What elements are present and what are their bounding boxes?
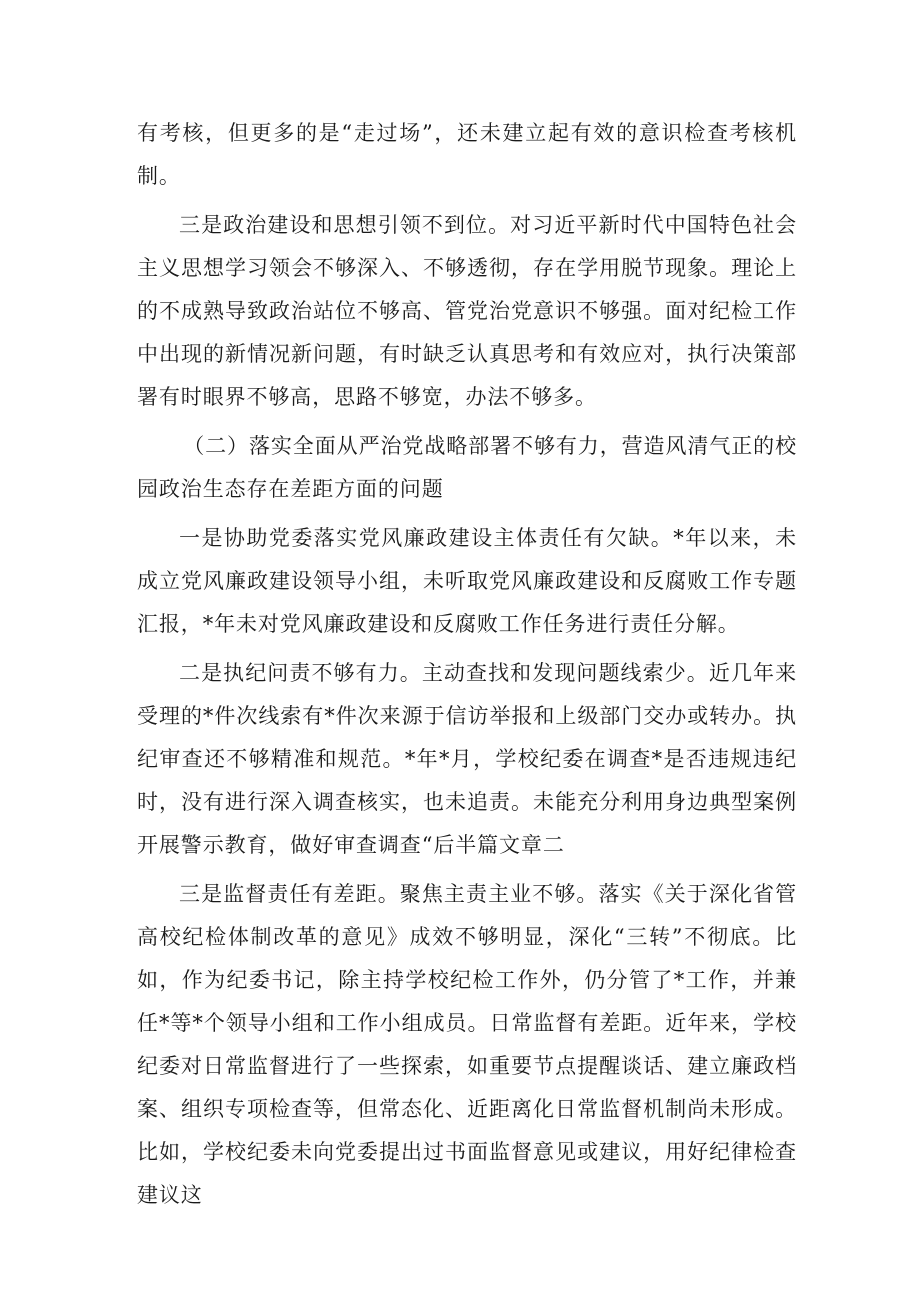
document-body <box>137 112 797 1217</box>
paragraph-supervision-responsibility: 三是监督责任有差距。聚焦主责主业不够。落实《关于深化省管高校纪检体制改革的意见》成效不够明显，深化“三转”不彻底。比如，作为纪委书记，除主持学校纪检工作外，仍分管了*工作，并兼任*等*个领导小组和工作小组成员。日常监督有差距。近年来，学校纪委对日常监督进行了一些探索，如重要节点提醒谈话、建立廉政档案、组织专项检查等，但常态化、近距离化日常监督机制尚未形成。比如，学校纪委未向党委提出过书面监督意见或建议，用好纪律检查建议这 <box>137 882 797 1207</box>
paragraph-party-committee-assist: 一是协助党委落实党风廉政建设主体责任有欠缺。*年以来，未成立党风廉政建设领导小组，未听取党风廉政建设和反腐败工作专题汇报，*年未对党风廉政建设和反腐败工作任务进行责任分解。 <box>137 526 797 636</box>
paragraph-political-construction: 三是政治建设和思想引领不到位。对习近平新时代中国特色社会主义思想学习领会不够深入、不够透彻，存在学用脱节现象。理论上的不成熟导致政治站位不够高、管党治党意识不够强。面对纪检工作中出现的新情况新问题，有时缺乏认真思考和有效应对，执行决策部署有时眼界不够高，思路不够宽，办法不够多。 <box>137 213 797 409</box>
paragraph-discipline-enforcement: 二是执纪问责不够有力。主动查找和发现问题线索少。近几年来受理的*件次线索有*件次来源于信访举报和上级部门交办或转办。执纪审查还不够精准和规范。*年*月，学校纪委在调查*是否违规违纪时，没有进行深入调查核实，也未追责。未能充分利用身边典型案例开展警示教育，做好审查调查“后半篇文章二 <box>137 661 797 857</box>
section-heading-2: （二）落实全面从严治党战略部署不够有力，营造风清气正的校园政治生态存在差距方面的问题 <box>137 434 797 501</box>
paragraph-continuation: 有考核，但更多的是“走过场”，还未建立起有效的意识检查考核机制。 <box>137 121 797 188</box>
